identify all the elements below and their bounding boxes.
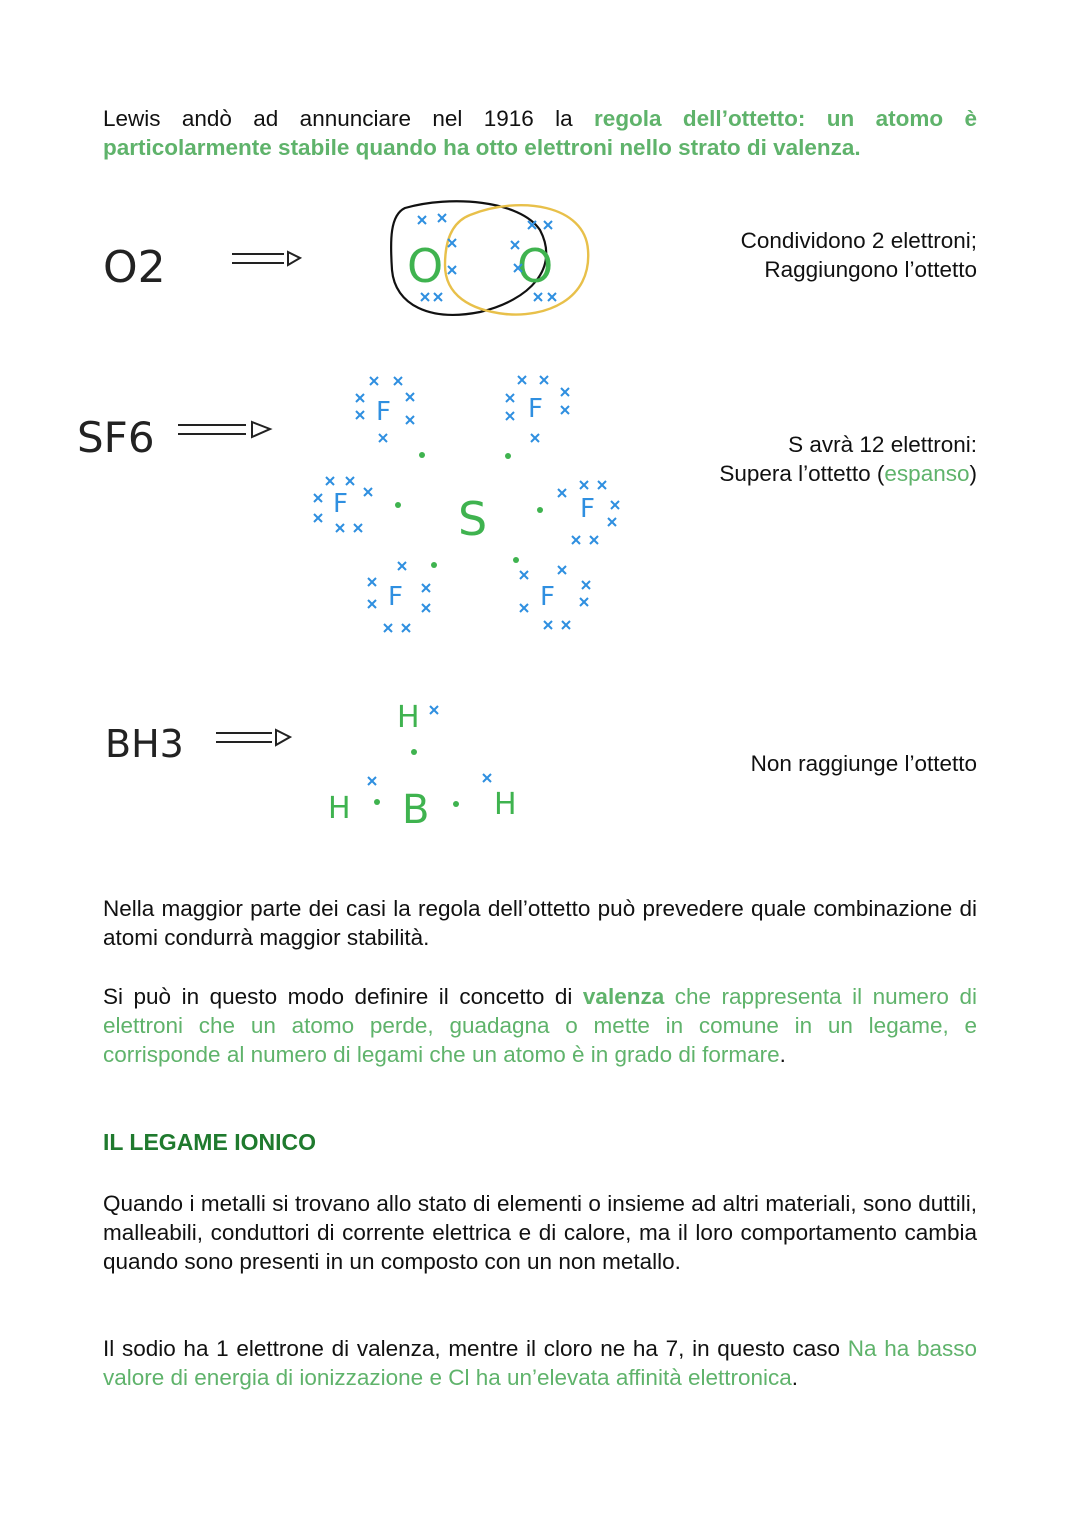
hydrogen-right: H xyxy=(494,787,517,822)
section-heading: IL LEGAME IONICO xyxy=(103,1129,316,1155)
o2-note-line1: Condividono 2 elettroni; xyxy=(740,228,977,253)
o2-note-line2: Raggiungono l’ottetto xyxy=(764,257,977,282)
ionization-statement: Na ha basso valore di energia di ionizzazione e Cl ha un’elevata affinità elettronica xyxy=(103,1336,977,1390)
sf6-formula-label: SF6 xyxy=(77,413,155,462)
octet-rule-definition: regola dell’ottetto: un atomo è particolarmente stabile quando ha otto elettroni nello strato di valenza. xyxy=(103,106,977,160)
o2-formula-label: O2 xyxy=(103,242,166,293)
bh3-formula-label: BH3 xyxy=(105,722,184,766)
intro-text: Lewis andò ad annunciare nel 1916 la xyxy=(103,106,595,131)
fluorine-bottom-left: F xyxy=(388,582,403,612)
fluorine-left: F xyxy=(333,489,348,519)
o2-note xyxy=(741,226,977,284)
octet-paragraph: Nella maggior parte dei casi la regola dell’ottetto può prevedere quale combinazione di atomi condurrà maggior stabilità. xyxy=(103,896,977,950)
metals-paragraph: Quando i metalli si trovano allo stato di elementi o insieme ad altri materiali, sono duttili, malleabili, conduttori di corrente elettrica e di calore, ma il loro comportamento cambia quando sono presenti in un composto con un non metallo. xyxy=(103,1191,977,1274)
fluorine-right: F xyxy=(580,494,595,524)
sulfur-symbol: S xyxy=(458,492,488,546)
sf6-note xyxy=(719,430,977,488)
bh3-formula xyxy=(105,722,184,766)
expanded-octet-term: espanso xyxy=(884,461,970,486)
sf6-lewis-diagram xyxy=(314,376,619,632)
bh3-note-line: Non raggiunge l’ottetto xyxy=(750,751,977,776)
valence-definition: che rappresenta il numero di elettroni che un atomo perde, guadagna o mette in comune in un legame, e corrisponde al numero di legami che un atomo è in grado di formare xyxy=(103,984,977,1067)
o2-formula xyxy=(103,242,166,293)
sf6-note-line2: Supera l’ottetto (espanso) xyxy=(719,461,977,486)
sf6-note-line1: S avrà 12 elettroni: xyxy=(788,432,977,457)
valence-term: valenza xyxy=(582,984,665,1009)
fluorine-top-right: F xyxy=(528,394,543,424)
fluorine-top-left: F xyxy=(376,397,391,427)
o2-lewis-diagram xyxy=(391,201,588,315)
sodium-paragraph: Il sodio ha 1 elettrone di valenza, mentre il cloro ne ha 7, in questo caso Na ha basso valore di energia di ionizzazione e Cl ha un’elevata affinità elettronica. xyxy=(103,1336,977,1390)
hydrogen-top: H xyxy=(397,700,420,735)
boron-symbol: B xyxy=(402,787,430,833)
o2-arrow xyxy=(232,252,300,265)
bh3-arrow xyxy=(216,730,290,745)
bh3-note xyxy=(751,749,977,778)
fluorine-bottom-right: F xyxy=(540,582,555,612)
sf6-arrow xyxy=(178,422,270,437)
hydrogen-left: H xyxy=(328,791,351,826)
valence-paragraph: Si può in questo modo definire il concetto di valenza che rappresenta il numero di elettroni che un atomo perde, guadagna o mette in comune in un legame, e corrisponde al numero di legami che un atomo è in grado di formare. xyxy=(103,984,977,1067)
oxygen-right-symbol: O xyxy=(517,239,554,293)
oxygen-left-symbol: O xyxy=(407,239,444,293)
sf6-formula xyxy=(77,413,155,462)
bh3-lewis-diagram xyxy=(328,700,517,833)
